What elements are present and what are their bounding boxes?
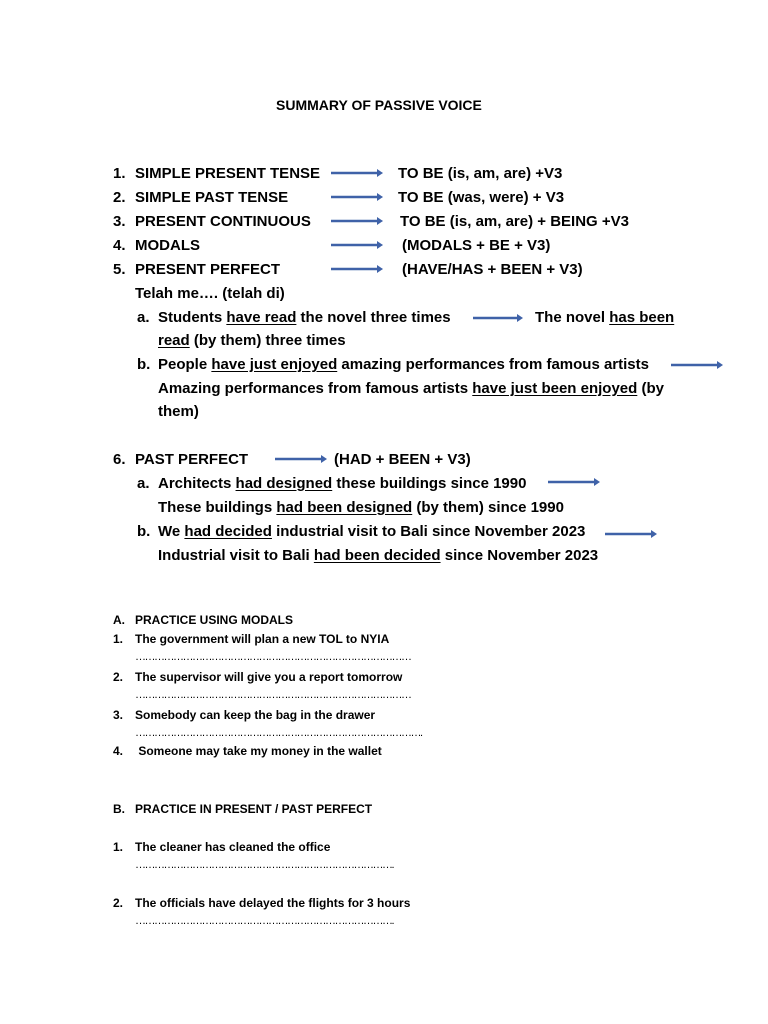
active-sentence: Students have read the novel three times bbox=[158, 309, 451, 326]
active-sentence: People have just enjoyed amazing performances from famous artists bbox=[158, 356, 649, 373]
exercise-number: 1. bbox=[113, 632, 124, 646]
section-marker: A. bbox=[113, 613, 125, 627]
example-marker: a. bbox=[137, 475, 150, 492]
active-verb: had designed bbox=[235, 475, 333, 492]
active-verb: had decided bbox=[184, 523, 272, 540]
section-heading: PRACTICE IN PRESENT / PAST PERFECT bbox=[135, 802, 373, 816]
tense-formula: (HAD + BEEN + V3) bbox=[334, 451, 471, 468]
active-verb: have read bbox=[226, 309, 297, 326]
tense-name: MODALS bbox=[135, 237, 200, 254]
right-arrow-icon bbox=[548, 477, 600, 487]
exercise-number: 4. bbox=[113, 744, 124, 758]
right-arrow-icon bbox=[331, 264, 383, 274]
section-marker: B. bbox=[113, 802, 125, 816]
right-arrow-icon bbox=[671, 360, 723, 370]
passive-verb: had been decided bbox=[313, 547, 441, 564]
active-verb: have just enjoyed bbox=[211, 356, 338, 373]
tense-formula: TO BE (is, am, are) + BEING +V3 bbox=[400, 213, 629, 230]
tense-name: PRESENT PERFECT bbox=[135, 261, 281, 278]
example-marker: a. bbox=[137, 309, 150, 326]
active-sentence: Architects had designed these buildings since 1990 bbox=[158, 475, 527, 492]
passive-sentence: The novel has been bbox=[535, 309, 675, 326]
tense-formula: (MODALS + BE + V3) bbox=[402, 237, 551, 254]
passive-verb: read bbox=[158, 332, 190, 349]
example-marker: b. bbox=[137, 523, 151, 540]
active-sentence: We had decided industrial visit to Bali since November 2023 bbox=[158, 523, 586, 540]
tense-number: 4. bbox=[113, 237, 126, 254]
right-arrow-icon bbox=[473, 313, 523, 323]
tense-number: 5. bbox=[113, 261, 126, 278]
passive-verb: have just been enjoyed bbox=[472, 380, 638, 397]
answer-blank[interactable]: ………………………………………………………………………. bbox=[135, 915, 394, 927]
passive-sentence-cont: read (by them) three times bbox=[158, 332, 346, 349]
passive-verb: has been bbox=[609, 309, 675, 326]
tense-number: 6. bbox=[113, 451, 126, 468]
exercise-number: 3. bbox=[113, 708, 124, 722]
tense-number: 2. bbox=[113, 189, 126, 206]
example-marker: b. bbox=[137, 356, 151, 373]
present-perfect-note: Telah me…. (telah di) bbox=[135, 285, 285, 302]
exercise-sentence: The cleaner has cleaned the office bbox=[135, 840, 331, 854]
exercise-number: 2. bbox=[113, 896, 124, 910]
passive-sentence-cont: them) bbox=[158, 403, 199, 420]
tense-number: 1. bbox=[113, 165, 126, 182]
tense-name: SIMPLE PAST TENSE bbox=[135, 189, 289, 206]
tense-formula: TO BE (is, am, are) +V3 bbox=[398, 165, 563, 182]
section-heading: PRACTICE USING MODALS bbox=[135, 613, 294, 627]
passive-sentence: Industrial visit to Bali had been decided since November 2023 bbox=[158, 547, 599, 564]
answer-blank[interactable]: …………………………………………………………………………… bbox=[135, 651, 411, 663]
right-arrow-icon bbox=[331, 192, 383, 202]
tense-name: SIMPLE PRESENT TENSE bbox=[135, 165, 321, 182]
tense-name: PRESENT CONTINUOUS bbox=[135, 213, 311, 230]
page-title: SUMMARY OF PASSIVE VOICE bbox=[276, 97, 482, 113]
exercise-sentence: The supervisor will give you a report tomorrow bbox=[135, 670, 403, 684]
right-arrow-icon bbox=[331, 168, 383, 178]
right-arrow-icon bbox=[331, 216, 383, 226]
tense-formula: TO BE (was, were) + V3 bbox=[398, 189, 565, 206]
passive-sentence: Amazing performances from famous artists have just been enjoyed (by bbox=[158, 380, 664, 397]
passive-verb: had been designed bbox=[276, 499, 413, 516]
exercise-number: 1. bbox=[113, 840, 124, 854]
right-arrow-icon bbox=[605, 529, 657, 539]
exercise-sentence: Somebody can keep the bag in the drawer bbox=[135, 708, 376, 722]
tense-formula: (HAVE/HAS + BEEN + V3) bbox=[402, 261, 583, 278]
exercise-number: 2. bbox=[113, 670, 124, 684]
right-arrow-icon bbox=[331, 240, 383, 250]
tense-number: 3. bbox=[113, 213, 126, 230]
exercise-sentence: The government will plan a new TOL to NYIA bbox=[135, 632, 390, 646]
answer-blank[interactable]: …………………………………………………………………………… bbox=[135, 689, 411, 701]
answer-blank[interactable]: ………………………………………………………………………………. bbox=[135, 727, 422, 739]
right-arrow-icon bbox=[275, 454, 327, 464]
exercise-sentence: The officials have delayed the flights for 3 hours bbox=[135, 896, 411, 910]
exercise-sentence: Someone may take my money in the wallet bbox=[135, 744, 382, 758]
passive-sentence: These buildings had been designed (by them) since 1990 bbox=[158, 499, 564, 516]
tense-name: PAST PERFECT bbox=[135, 451, 249, 468]
answer-blank[interactable]: ………………………………………………………………………. bbox=[135, 859, 394, 871]
